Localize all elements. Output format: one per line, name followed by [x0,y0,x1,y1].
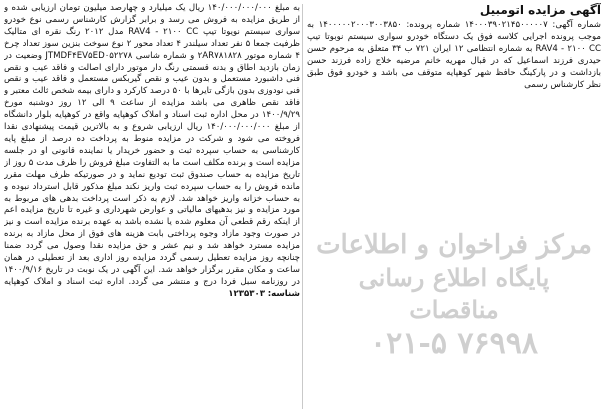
column-divider [302,4,303,409]
watermark-line-2: پایگاه اطلاع رسانی مناقصات [358,263,550,324]
watermark-line-1: مرکز فراخوان و اطلاعات [316,230,592,260]
watermark-phone: ۰۲۱-۵ ۷۶۹۹۸ [370,326,538,361]
notice-right-column [307,3,601,163]
tracking-number: ۱۲۳۵۳۰۳ [228,288,265,299]
notice-right-body: شماره آگهی: ۱۴۰۰۰۳۹۰۲۱۴۵۰۰۰۰۰۷ شماره پرونده: ۱۴۰۰۰۰۰۲۰۰۰۳۰۰۳۸۵۰ به موجب پرونده اجرایی کلاسه فوق یک دستگاه خودرو سواری سیستم نوبوتا تیپ RAV4 - ۲۱۰۰ CC به شماره انتظامی ۱۲ ایران ۷۲۱ ب ۳۴ متعلق به مرحوم حسن حیدری فرزند اسماعیل که در قبال مهریه خانم مرضیه خلاج زاده فرزند حسن بازداشت و در پارکینگ حافظ شهر کوهپایه متوقف می باشد و خودرو فوق طبق نظر کارشناس رسمی [307,20,601,90]
watermark [314,228,594,362]
notice-left-body: به مبلغ ۱۴۰/۰۰۰/۰۰۰/۰۰۰ ریال یک میلیارد و چهارصد میلیون تومان ارزیابی شده و از طریق مزایده به فروش می رسد و برابر گزارش کارشناس رسمی نوع خودرو سواری سیستم نویوتا تیپ RAV4 - ۲۱۰۰ CC مدل ۲۰۱۲ رنگ نقره ای متالیک ظرفیت جمعا ۵ نفر تعداد سیلندر ۴ تعداد محور ۲ نوع سوخت بنزین سوز تعداد چرخ ۴ شماره موتور ۲AR۷۸۱۸۲۸ و شماره شاسی JTMDF۴EV۵ED۰۵۲۲۷۸ وضعیت در زمان بازدید اطاق و بدنه قسمتی رنگ دار موتور دارای اصالت و فاقد عیب و نقص فنی داشبورد مستعمل و بدون عیب و نقص گیربکس مستعمل و فاقد عیب و نقص فنی نودوزی بدون بازگی تایرها با ۵۰ درصد کارکرد و دارای بیمه شخص ثالث معتبر و فاقد نقص ظاهری می باشد مزایده از ساعت ۹ الی ۱۲ روز دوشنبه مورخ ۱۴۰۰/۹/۲۹ در محل اداره ثبت اسناد و املاک کوهپایه واقع در کوهپایه بلوار دانشگاه از مبلغ ۱۴۰/۰۰۰/۰۰۰/۰۰۰ ریال ارزیابی شروع و به بالاترین قیمت پیشنهادی نقدا فروخته می شود و شرکت در مزایده منوط به پرداخت ده درصد از مبلغ پایه کارشناسی به حساب سپرده ثبت و حضور خریدار یا نماینده قانونی او در جلسه مزایده است و برنده مکلف است ما به التفاوت مبلغ فروش را ظرف مدت ۵ روز از تاریخ مزایده به حساب صندوق ثبت تودیع نماید و در صورتیکه ظرف مهلت مقرر مانده فروش را به حساب سپرده ثبت واریز نکند مبلغ مذکور قابل استرداد نبوده و به حساب خزانه واریز خواهد شد. لازم به ذکر است پرداخت بدهی های مربوط به مورد مزایده و نیز بدهیهای مالیاتی و عوارض شهرداری و غیره تا تاریخ مزایده اعم از اینکه رقم قطعی آن معلوم شده یا نشده باشد به عهده برنده مزایده است و نیز در صورت وجود مازاد وجوه پرداختی بابت هزینه های فوق از محل مازاد به برنده مزایده مسترد خواهد شد و نیم عشر و حق مزایده نقدا وصول می گردد ضمنا چنانچه روز مزایده تعطیل رسمی گردد مزایده روز اداری بعد از تعطیلی در همان ساعت و مکان مقرر برگزار خواهد شد. این آگهی در یک نوبت در تاریخ ۱۴۰۰/۹/۱۶ در روزنامه سبل فردا درج و منتشر می گردد. اداره ثبت اسناد و املاک کوهپایه [4,3,300,287]
notice-heading: آگهی مزایده اتومبیل [479,3,601,17]
tracking-label: شناسه: [267,288,300,299]
notice-left-column [4,3,300,411]
